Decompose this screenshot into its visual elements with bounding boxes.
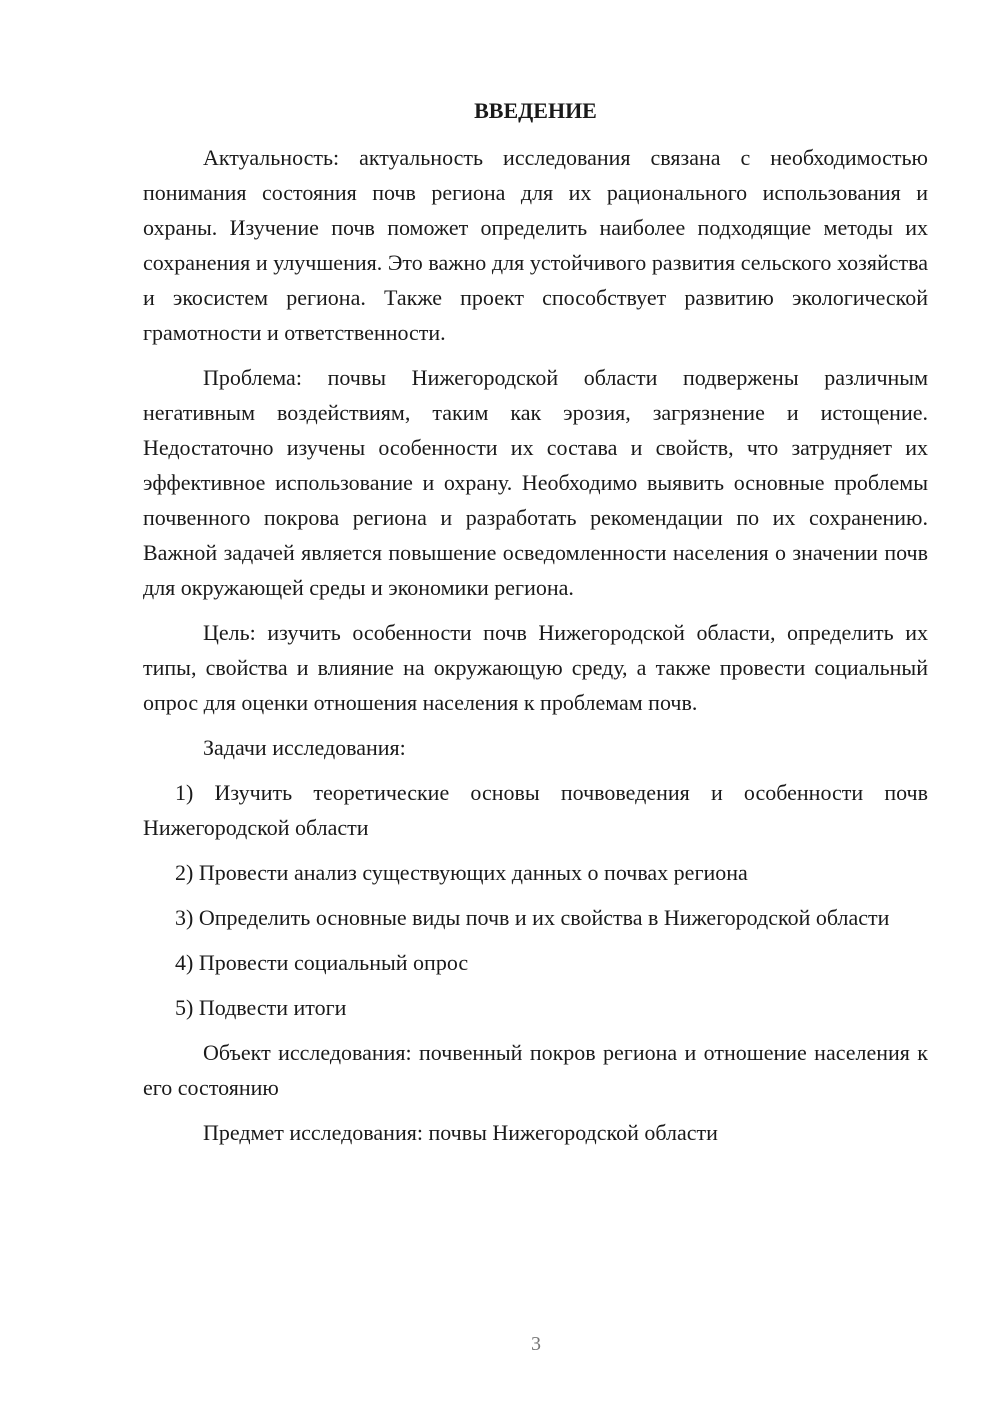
relevance-paragraph: Актуальность: актуальность исследования связана с необходимостью понимания состояния почв региона для их рационального использования и охраны. Изучение почв поможет определить наиболее подходящие методы их сохранения и улучшения. Это важно для устойчивого развития сельского хозяйства и экосистем региона. Также проект способствует развитию экологической грамотности и ответственности. [143,145,928,345]
object-paragraph: Объект исследования: почвенный покров региона и отношение населения к его состоянию [143,1040,928,1100]
goal-paragraph: Цель: изучить особенности почв Нижегородской области, определить их типы, свойства и влияние на окружающую среду, а также провести социальный опрос для оценки отношения населения к проблемам почв. [143,620,928,715]
problem-paragraph: Проблема: почвы Нижегородской области подвержены различным негативным воздействиям, таким как эрозия, загрязнение и истощение. Недостаточно изучены особенности их состава и свойств, что затрудняет их эффективное использование и охрану. Необходимо выявить основные проблемы почвенного покрова региона и разработать рекомендации по их сохранению. Важной задачей является повышение осведомленности населения о значении почв для окружающей среды и экономики региона. [143,365,928,600]
document-body [143,96,928,1160]
section-heading: ВВЕДЕНИЕ [474,98,597,123]
page-number: 3 [531,1333,541,1355]
task-item-4: 4) Провести социальный опрос [175,950,469,975]
task-item-3: 3) Определить основные виды почв и их свойства в Нижегородской области [175,905,890,930]
task-item-1: 1) Изучить теоретические основы почвоведения и особенности почв Нижегородской области [143,780,928,840]
task-item-2: 2) Провести анализ существующих данных о почвах региона [175,860,748,885]
tasks-title: Задачи исследования: [203,735,406,760]
subject-paragraph: Предмет исследования: почвы Нижегородской области [203,1120,718,1145]
task-item-5: 5) Подвести итоги [175,995,347,1020]
